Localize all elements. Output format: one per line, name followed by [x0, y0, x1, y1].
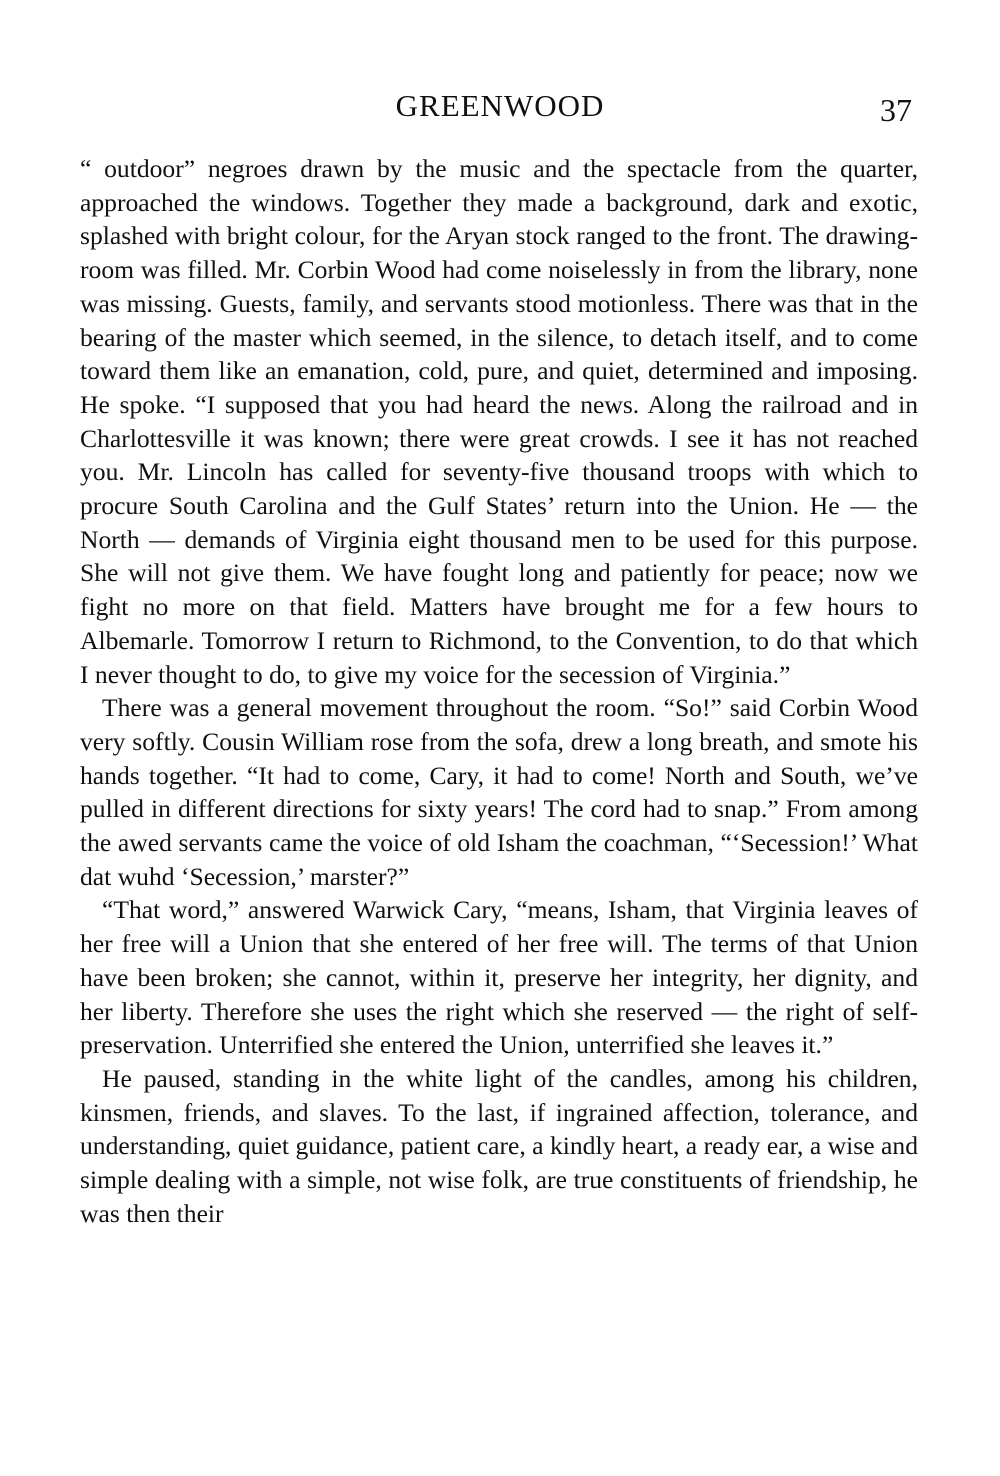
running-title: GREENWOOD [395, 88, 605, 123]
paragraph: He paused, standing in the white light of the candles, among his children, kinsmen, friends, and slaves. To the last, if ingrained affection, tolerance, and understanding, quiet guidance, patient care, a kindly heart, a ready ear, a wise and simple dealing with a simple, not wise folk, are true constituents of friendship, he was then their [80, 1063, 918, 1228]
body-text [80, 152, 918, 1231]
running-header [0, 86, 1000, 130]
paragraph: There was a general movement throughout the room. “So!” said Corbin Wood very softly. Cousin William rose from the sofa, drew a long breath, and smote his hands together. “It had to come, Cary, it had to come! North and South, we’ve pulled in different directions for sixty years! The cord had to snap.” From among the awed servants came the voice of old Isham the coachman, “‘Secession!’ What dat wuhd ‘Secession,’ marster?” [80, 693, 918, 891]
page-number: 37 [880, 92, 912, 128]
paragraph: “That word,” answered Warwick Cary, “means, Isham, that Virginia leaves of her free will a Union that she entered of her free will. The terms of that Union have been broken; she cannot, within it, preserve her integrity, her dignity, and her liberty. Therefore she uses the right which she reserved — the right of self-preservation. Unterrified she entered the Union, unterrified she leaves it.” [80, 895, 918, 1060]
paragraph-continued: “ outdoor” negroes drawn by the music and the spectacle from the quarter, approached the windows. Together they made a background, dark and exotic, splashed with bright colour, for the Aryan stock ranged to the front. The drawing-room was filled. Mr. Corbin Wood had come noiselessly in from the library, none was missing. Guests, family, and servants stood motionless. There was that in the bearing of the master which seemed, in the silence, to detach itself, and to come toward them like an emanation, cold, pure, and quiet, determined and imposing. He spoke. “I supposed that you had heard the news. Along the railroad and in Charlottesville it was known; there were great crowds. I see it has not reached you. Mr. Lincoln has called for seventy-five thousand troops with which to procure South Carolina and the Gulf States’ return into the Union. He — the North — demands of Virginia eight thousand men to be used for this purpose. She will not give them. We have fought long and patiently for peace; now we fight no more on that field. Matters have brought me for a few hours to Albemarle. Tomorrow I return to Richmond, to the Convention, to do that which I never thought to do, to give my voice for the secession of Virginia.” [80, 154, 918, 689]
